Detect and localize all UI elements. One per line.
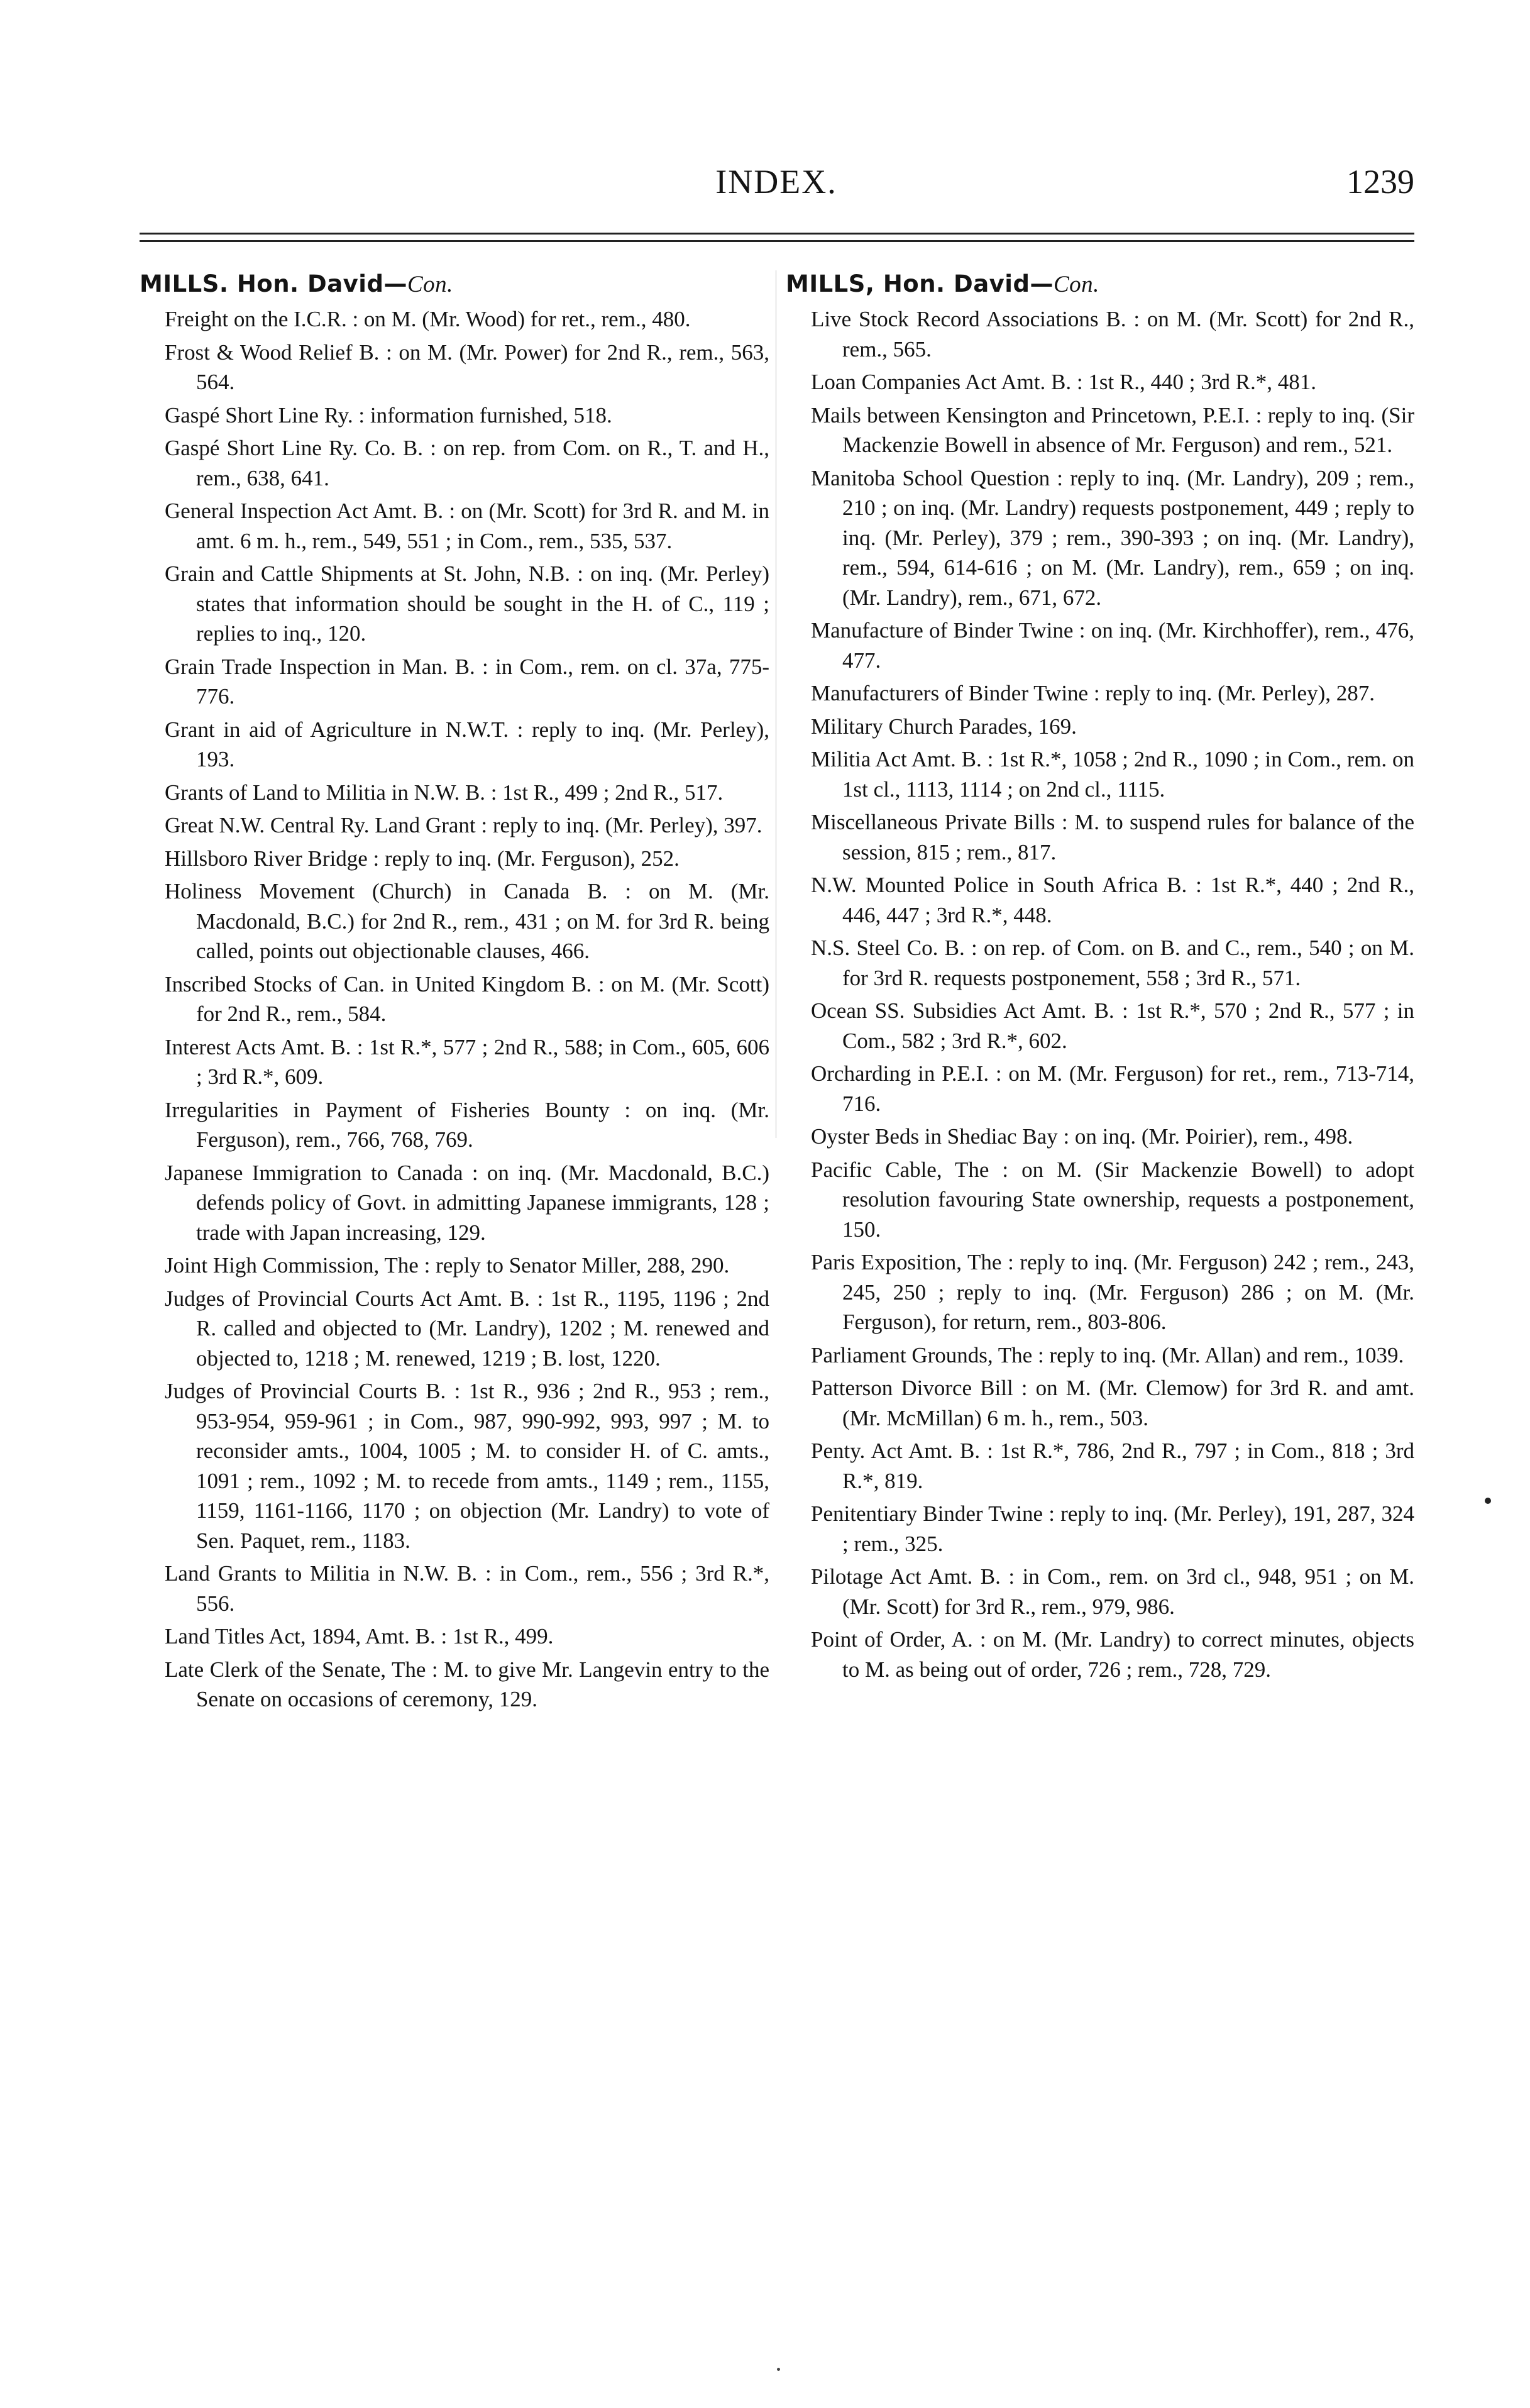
index-entry: Live Stock Record Associations B. : on M. (Mr. Scott) for 2nd R., rem., 565.: [811, 307, 1414, 362]
index-entry: Interest Acts Amt. B. : 1st R.*, 577 ; 2nd R., 588; in Com., 605, 606 ; 3rd R.*, 609.: [165, 1034, 769, 1089]
index-entry: Military Church Parades, 169.: [811, 714, 1077, 739]
index-entry: Irregularities in Payment of Fisheries Bounty : on inq. (Mr. Ferguson), rem., 766, 768, 769.: [165, 1097, 769, 1152]
footer-speck: [777, 2368, 780, 2371]
index-entry: Gaspé Short Line Ry. : information furnished, 518.: [165, 402, 612, 428]
page-title: INDEX.: [715, 163, 837, 201]
header-rule-bottom: [140, 240, 1414, 242]
index-entry: Freight on the I.C.R. : on M. (Mr. Wood) for ret., rem., 480.: [165, 307, 691, 331]
heading-name: MILLS. Hon. David—: [140, 270, 407, 297]
left-column-heading: [140, 270, 769, 298]
index-entry: Pilotage Act Amt. B. : in Com., rem. on 3rd cl., 948, 951 ; on M. (Mr. Scott) for 3rd R., rem., 979, 986.: [811, 1564, 1414, 1619]
index-entry: Orcharding in P.E.I. : on M. (Mr. Ferguson) for ret., rem., 713-714, 716.: [811, 1061, 1414, 1116]
index-entry: Loan Companies Act Amt. B. : 1st R., 440 ; 3rd R.*, 481.: [811, 370, 1317, 394]
index-entry: Pacific Cable, The : on M. (Sir Mackenzie Bowell) to adopt resolution favouring State ownership, requests a postponement, 150.: [811, 1157, 1414, 1242]
index-entry: Joint High Commission, The : reply to Senator Miller, 288, 290.: [165, 1253, 730, 1278]
index-entry: Manufacture of Binder Twine : on inq. (Mr. Kirchhoffer), rem., 476, 477.: [811, 618, 1414, 673]
index-entry: Great N.W. Central Ry. Land Grant : reply to inq. (Mr. Perley), 397.: [165, 813, 762, 837]
index-entry: Land Grants to Militia in N.W. B. : in Com., rem., 556 ; 3rd R.*, 556.: [165, 1561, 769, 1616]
index-entry: Paris Exposition, The : reply to inq. (Mr. Ferguson) 242 ; rem., 243, 245, 250 ; reply to inq. (Mr. Ferguson) 286 ; on M. (Mr. Ferguson), for return, rem., 803-806.: [811, 1250, 1414, 1334]
index-entry: N.W. Mounted Police in South Africa B. : 1st R.*, 440 ; 2nd R., 446, 447 ; 3rd R.*, 448.: [811, 873, 1414, 927]
margin-speck: [1485, 1498, 1491, 1504]
index-entry: Point of Order, A. : on M. (Mr. Landry) to correct minutes, objects to M. as being out of order, 726 ; rem., 728, 729.: [811, 1627, 1414, 1682]
index-entry: Parliament Grounds, The : reply to inq. (Mr. Allan) and rem., 1039.: [811, 1342, 1404, 1367]
header-rule-top: [140, 233, 1414, 235]
heading-continued: Con.: [1053, 272, 1099, 297]
heading-name: MILLS, Hon. David—: [786, 270, 1054, 297]
page-number: 1239: [1346, 163, 1414, 201]
heading-continued: Con.: [407, 272, 453, 297]
index-entry: Frost & Wood Relief B. : on M. (Mr. Power) for 2nd R., rem., 563, 564.: [165, 340, 769, 394]
index-entry: Grain and Cattle Shipments at St. John, N.B. : on inq. (Mr. Perley) states that information should be sought in the H. of C., 119 ; replies to inq., 120.: [165, 561, 769, 646]
index-entry: Judges of Provincial Courts B. : 1st R., 936 ; 2nd R., 953 ; rem., 953-954, 959-961 ; in Com., 987, 990-992, 993, 997 ; M. to reconsider amts., 1004, 1005 ; M. to consider H. of C. amts., 1091 ; rem., 1092 ; M. to recede from amts., 1149 ; rem., 1155, 1159, 1161-1166, 1170 ; on objection (Mr. Landry) to vote of Sen. Paquet, rem., 1183.: [165, 1379, 769, 1553]
index-entry: Manitoba School Question : reply to inq. (Mr. Landry), 209 ; rem., 210 ; on inq. (Mr. Landry) requests postponement, 449 ; reply to inq. (Mr. Perley), 379 ; rem., 390-393 ; on inq. (Mr. Landry), rem., 594, 614-616 ; on M. (Mr. Landry), rem., 659 ; on inq. (Mr. Landry), rem., 671, 672.: [811, 465, 1414, 610]
index-entry: General Inspection Act Amt. B. : on (Mr. Scott) for 3rd R. and M. in amt. 6 m. h., rem., 549, 551 ; in Com., rem., 535, 537.: [165, 499, 769, 553]
index-entry: Grain Trade Inspection in Man. B. : in Com., rem. on cl. 37a, 775-776.: [165, 654, 769, 709]
right-column-heading: [786, 270, 1414, 298]
index-entry: Land Titles Act, 1894, Amt. B. : 1st R., 499.: [165, 1624, 554, 1649]
index-entry: Grants of Land to Militia in N.W. B. : 1st R., 499 ; 2nd R., 517.: [165, 780, 724, 805]
index-entry: Oyster Beds in Shediac Bay : on inq. (Mr. Poirier), rem., 498.: [811, 1124, 1353, 1149]
index-entry: Penty. Act Amt. B. : 1st R.*, 786, 2nd R., 797 ; in Com., 818 ; 3rd R.*, 819.: [811, 1439, 1414, 1493]
index-entry: Patterson Divorce Bill : on M. (Mr. Clemow) for 3rd R. and amt. (Mr. McMillan) 6 m. h., rem., 503.: [811, 1376, 1414, 1430]
index-entry: Militia Act Amt. B. : 1st R.*, 1058 ; 2nd R., 1090 ; in Com., rem. on 1st cl., 1113, 1114 ; on 2nd cl., 1115.: [811, 747, 1414, 802]
index-entry: Holiness Movement (Church) in Canada B. : on M. (Mr. Macdonald, B.C.) for 2nd R., rem., 431 ; on M. for 3rd R. being called, points out objectionable clauses, 466.: [165, 879, 769, 963]
index-entry: Hillsboro River Bridge : reply to inq. (Mr. Ferguson), 252.: [165, 846, 680, 871]
index-entry: Miscellaneous Private Bills : M. to suspend rules for balance of the session, 815 ; rem., 817.: [811, 810, 1414, 864]
index-entry: Japanese Immigration to Canada : on inq. (Mr. Macdonald, B.C.) defends policy of Govt. in admitting Japanese immigrants, 128 ; trade with Japan increasing, 129.: [165, 1160, 769, 1245]
running-head: [138, 162, 1414, 213]
left-column: [140, 270, 769, 1718]
index-entry: N.S. Steel Co. B. : on rep. of Com. on B. and C., rem., 540 ; on M. for 3rd R. requests postponement, 558 ; 3rd R., 571.: [811, 936, 1414, 990]
index-entry: Manufacturers of Binder Twine : reply to inq. (Mr. Perley), 287.: [811, 681, 1375, 705]
index-entry: Gaspé Short Line Ry. Co. B. : on rep. from Com. on R., T. and H., rem., 638, 641.: [165, 436, 769, 490]
right-column: [786, 270, 1414, 1687]
index-entry: Judges of Provincial Courts Act Amt. B. : 1st R., 1195, 1196 ; 2nd R. called and objected to (Mr. Landry), 1202 ; M. renewed and objected to, 1218 ; M. renewed, 1219 ; B. lost, 1220.: [165, 1286, 769, 1371]
index-entry: Inscribed Stocks of Can. in United Kingdom B. : on M. (Mr. Scott) for 2nd R., rem., 584.: [165, 971, 769, 1026]
index-entry: Mails between Kensington and Princetown, P.E.I. : reply to inq. (Sir Mackenzie Bowell in absence of Mr. Ferguson) and rem., 521.: [811, 402, 1414, 457]
index-entry: Late Clerk of the Senate, The : M. to give Mr. Langevin entry to the Senate on occasions of ceremony, 129.: [165, 1657, 769, 1711]
index-entry: Ocean SS. Subsidies Act Amt. B. : 1st R.*, 570 ; 2nd R., 577 ; in Com., 582 ; 3rd R.*, 602.: [811, 998, 1414, 1053]
index-entry: Penitentiary Binder Twine : reply to inq. (Mr. Perley), 191, 287, 324 ; rem., 325.: [811, 1501, 1414, 1556]
index-entry: Grant in aid of Agriculture in N.W.T. : reply to inq. (Mr. Perley), 193.: [165, 717, 769, 771]
